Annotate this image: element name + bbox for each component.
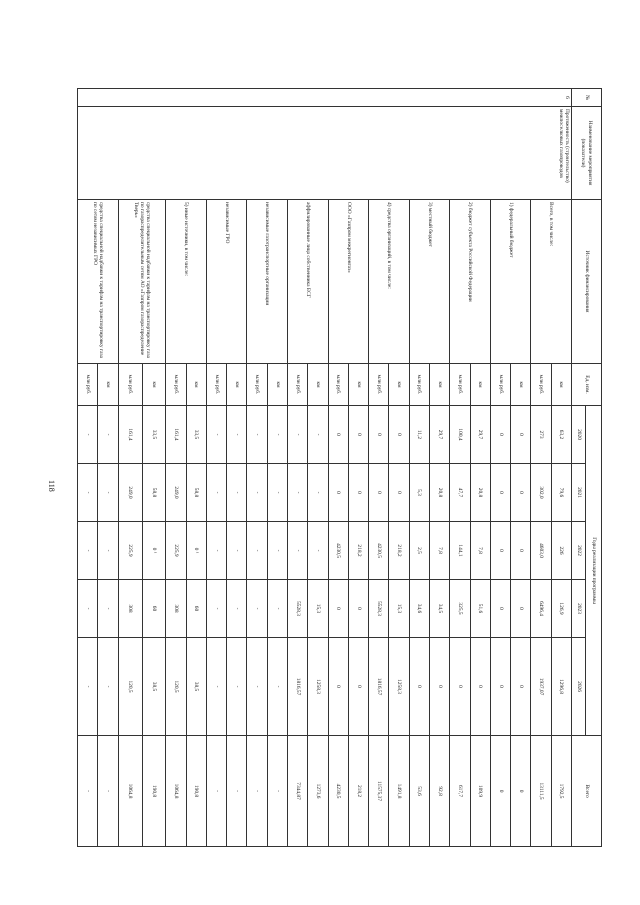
value-cell: 20,8 bbox=[470, 464, 490, 522]
value-cell: - bbox=[288, 406, 308, 464]
value-cell: 58,8 bbox=[142, 464, 166, 522]
value-cell: 325,5 bbox=[450, 580, 470, 638]
unit-cell: млн руб. bbox=[490, 364, 510, 406]
total-cell: 13111,5 bbox=[531, 736, 551, 847]
value-cell: 126,9 bbox=[551, 580, 571, 638]
value-cell: 226 bbox=[551, 522, 571, 580]
value-cell: 58,8 bbox=[186, 464, 206, 522]
value-cell: - bbox=[308, 464, 328, 522]
value-cell: 0 bbox=[348, 638, 368, 736]
table-row bbox=[267, 89, 287, 847]
unit-cell: млн руб. bbox=[166, 364, 186, 406]
value-cell: 60 bbox=[142, 580, 166, 638]
header-year: 2022 bbox=[572, 522, 586, 580]
value-cell: 29,7 bbox=[430, 406, 450, 464]
value-cell: 6496,4 bbox=[531, 580, 551, 638]
unit-cell: млн руб. bbox=[118, 364, 142, 406]
value-cell: - bbox=[267, 522, 287, 580]
value-cell: 0 bbox=[450, 638, 470, 736]
unit-cell: км bbox=[98, 364, 118, 406]
total-cell: 11575,37 bbox=[369, 736, 389, 847]
value-cell: - bbox=[267, 638, 287, 736]
rotated-table-container bbox=[77, 88, 602, 846]
value-cell: - bbox=[206, 522, 226, 580]
page-number: 118 bbox=[47, 480, 56, 492]
table-row bbox=[470, 89, 490, 847]
value-cell: 4603,0 bbox=[531, 522, 551, 580]
value-cell: 0 bbox=[511, 638, 531, 736]
value-cell: 0 bbox=[409, 638, 429, 736]
value-cell: 38,5 bbox=[186, 638, 206, 736]
header-year: 2026 bbox=[572, 638, 586, 736]
funding-source: 1) федеральный бюджет bbox=[490, 200, 531, 364]
header-unit: Ед. изм. bbox=[572, 364, 602, 406]
value-cell: - bbox=[288, 522, 308, 580]
value-cell: 20,8 bbox=[430, 464, 450, 522]
value-cell: 5,3 bbox=[409, 464, 429, 522]
value-cell: - bbox=[78, 522, 98, 580]
total-cell: 190,8 bbox=[142, 736, 166, 847]
value-cell: - bbox=[98, 464, 118, 522]
table-row bbox=[511, 89, 531, 847]
value-cell: - bbox=[247, 580, 267, 638]
value-cell: - bbox=[308, 406, 328, 464]
value-cell: 0 bbox=[511, 406, 531, 464]
value-cell: 0 bbox=[490, 638, 510, 736]
total-cell: 53,6 bbox=[409, 736, 429, 847]
funding-source: 2) бюджет субъекта Российской Федерации bbox=[450, 200, 491, 364]
funding-source: аффилированные лица собственника ЕСГ bbox=[288, 200, 329, 364]
value-cell: 4230,5 bbox=[369, 522, 389, 580]
value-cell: 51,6 bbox=[470, 580, 490, 638]
funding-source: независимые ГРО bbox=[206, 200, 247, 364]
value-cell: 0 bbox=[389, 464, 409, 522]
value-cell: - bbox=[288, 464, 308, 522]
table-row bbox=[186, 89, 206, 847]
value-cell: 0 bbox=[490, 580, 510, 638]
value-cell: 1816,57 bbox=[288, 638, 308, 736]
unit-cell: км bbox=[511, 364, 531, 406]
unit-cell: км bbox=[227, 364, 247, 406]
header-years-group: Годы реализации программы bbox=[586, 406, 602, 736]
unit-cell: млн руб. bbox=[78, 364, 98, 406]
value-cell: 0 bbox=[348, 464, 368, 522]
value-cell: 0 ¹ bbox=[186, 522, 206, 580]
value-cell: 1816,57 bbox=[369, 638, 389, 736]
total-cell: 7344,87 bbox=[288, 736, 308, 847]
value-cell: 4230,5 bbox=[328, 522, 348, 580]
value-cell: 7,8 bbox=[430, 522, 450, 580]
unit-cell: млн руб. bbox=[409, 364, 429, 406]
funding-source: ООО «Газпром межрегионгаз» bbox=[328, 200, 369, 364]
financing-table bbox=[77, 88, 602, 847]
value-cell: 1258,3 bbox=[308, 638, 328, 736]
value-cell: - bbox=[227, 406, 247, 464]
total-cell: - bbox=[206, 736, 226, 847]
unit-cell: млн руб. bbox=[206, 364, 226, 406]
unit-cell: км bbox=[389, 364, 409, 406]
value-cell: 0 bbox=[369, 406, 389, 464]
value-cell: 1258,3 bbox=[389, 638, 409, 736]
value-cell: - bbox=[98, 522, 118, 580]
header-num: № bbox=[572, 89, 602, 107]
value-cell: - bbox=[267, 406, 287, 464]
value-cell: - bbox=[247, 406, 267, 464]
value-cell: - bbox=[267, 580, 287, 638]
value-cell: 0 bbox=[348, 580, 368, 638]
activity-number: 6 bbox=[78, 89, 572, 107]
unit-cell: км bbox=[142, 364, 166, 406]
table-row bbox=[308, 89, 328, 847]
value-cell: 0 bbox=[511, 580, 531, 638]
value-cell: - bbox=[267, 464, 287, 522]
total-cell: - bbox=[78, 736, 98, 847]
value-cell: 120,5 bbox=[166, 638, 186, 736]
total-cell: 1064,8 bbox=[166, 736, 186, 847]
value-cell: 225,9 bbox=[118, 522, 142, 580]
header-year: 2023 bbox=[572, 580, 586, 638]
value-cell: 120,5 bbox=[118, 638, 142, 736]
value-cell: 0 bbox=[511, 464, 531, 522]
header-source: Источник финансирования bbox=[572, 200, 602, 364]
funding-source: независимые газотранспортные организации bbox=[247, 200, 288, 364]
value-cell: 47,7 bbox=[450, 464, 470, 522]
value-cell: 79,6 bbox=[551, 464, 571, 522]
value-cell: 11,2 bbox=[409, 406, 429, 464]
value-cell: 0 bbox=[328, 406, 348, 464]
total-cell: 4230,5 bbox=[328, 736, 348, 847]
value-cell: 33,5 bbox=[186, 406, 206, 464]
total-cell: - bbox=[227, 736, 247, 847]
total-cell: - bbox=[247, 736, 267, 847]
value-cell: - bbox=[206, 464, 226, 522]
total-cell: 1064,8 bbox=[118, 736, 142, 847]
total-cell: 92,8 bbox=[430, 736, 450, 847]
value-cell: - bbox=[227, 464, 247, 522]
unit-cell: км bbox=[348, 364, 368, 406]
value-cell: - bbox=[78, 406, 98, 464]
value-cell: 34,6 bbox=[409, 580, 429, 638]
value-cell: - bbox=[78, 638, 98, 736]
total-cell: 617,7 bbox=[450, 736, 470, 847]
funding-source: 3) местный бюджет bbox=[409, 200, 450, 364]
table-row bbox=[348, 89, 368, 847]
value-cell: 60 bbox=[186, 580, 206, 638]
table-row bbox=[389, 89, 409, 847]
unit-cell: км bbox=[267, 364, 287, 406]
value-cell: - bbox=[227, 522, 247, 580]
unit-cell: млн руб. bbox=[531, 364, 551, 406]
value-cell: - bbox=[227, 638, 247, 736]
value-cell: 302,0 bbox=[531, 464, 551, 522]
value-cell: 15,3 bbox=[308, 580, 328, 638]
value-cell: 161,4 bbox=[166, 406, 186, 464]
value-cell: 0 bbox=[430, 638, 450, 736]
total-cell: - bbox=[98, 736, 118, 847]
funding-source: Всего, в том числе: bbox=[531, 200, 572, 364]
header-total: Всего bbox=[572, 736, 602, 847]
unit-cell: млн руб. bbox=[247, 364, 267, 406]
value-cell: 0 bbox=[328, 580, 348, 638]
total-cell: 218,2 bbox=[348, 736, 368, 847]
value-cell: 308 bbox=[166, 580, 186, 638]
value-cell: 0 bbox=[348, 406, 368, 464]
value-cell: - bbox=[78, 464, 98, 522]
unit-cell: км bbox=[308, 364, 328, 406]
value-cell: - bbox=[227, 580, 247, 638]
value-cell: - bbox=[98, 580, 118, 638]
table-row bbox=[227, 89, 247, 847]
value-cell: 249,0 bbox=[118, 464, 142, 522]
unit-cell: млн руб. bbox=[369, 364, 389, 406]
value-cell: 249,0 bbox=[166, 464, 186, 522]
funding-source: средства специальной надбавки к тарифам на транспортировку газа по сетям независимых ГРО bbox=[78, 200, 119, 364]
table-row bbox=[430, 89, 450, 847]
value-cell: 0 bbox=[490, 464, 510, 522]
unit-cell: км bbox=[551, 364, 571, 406]
value-cell: 1937,07 bbox=[531, 638, 551, 736]
value-cell: 308 bbox=[118, 580, 142, 638]
total-cell: 190,8 bbox=[186, 736, 206, 847]
value-cell: 33,5 bbox=[142, 406, 166, 464]
value-cell: 0 bbox=[490, 406, 510, 464]
funding-source: средства специальной надбавки к тарифам на транспортировку газа по газораспределительным сетям АО «Газпром газораспределение Тверь» bbox=[118, 200, 166, 364]
funding-source: 4) средства организаций, в том числе: bbox=[369, 200, 410, 364]
value-cell: 225,9 bbox=[166, 522, 186, 580]
value-cell: 218,2 bbox=[389, 522, 409, 580]
value-cell: 273 bbox=[531, 406, 551, 464]
value-cell: 63,2 bbox=[551, 406, 571, 464]
unit-cell: км bbox=[430, 364, 450, 406]
unit-cell: млн руб. bbox=[450, 364, 470, 406]
total-cell: 1491,8 bbox=[389, 736, 409, 847]
total-cell: 1792,5 bbox=[551, 736, 571, 847]
value-cell: 144,1 bbox=[450, 522, 470, 580]
value-cell: - bbox=[247, 464, 267, 522]
total-cell: 0 bbox=[511, 736, 531, 847]
funding-source: 5) иные источники, в том числе: bbox=[166, 200, 207, 364]
value-cell: 34,5 bbox=[430, 580, 450, 638]
value-cell: 0 bbox=[369, 464, 389, 522]
activity-name: Протяженность (строительство) межпоселковых газопроводов bbox=[78, 107, 572, 200]
value-cell: 7,8 bbox=[470, 522, 490, 580]
value-cell: 1296,8 bbox=[551, 638, 571, 736]
value-cell: - bbox=[247, 522, 267, 580]
value-cell: - bbox=[98, 406, 118, 464]
total-cell: 109,9 bbox=[470, 736, 490, 847]
value-cell: 38,5 bbox=[142, 638, 166, 736]
value-cell: 0 bbox=[511, 522, 531, 580]
value-cell: 5528,3 bbox=[369, 580, 389, 638]
table-row bbox=[551, 89, 571, 847]
header-activity-name: Наименование мероприятия (показатели) bbox=[572, 107, 602, 200]
value-cell: - bbox=[308, 522, 328, 580]
value-cell: 0 bbox=[389, 406, 409, 464]
value-cell: - bbox=[206, 580, 226, 638]
table-row bbox=[142, 89, 166, 847]
total-cell: 1273,6 bbox=[308, 736, 328, 847]
value-cell: 218,2 bbox=[348, 522, 368, 580]
value-cell: 29,7 bbox=[470, 406, 490, 464]
value-cell: 2,5 bbox=[409, 522, 429, 580]
table-header bbox=[572, 89, 602, 847]
value-cell: 0 bbox=[328, 638, 348, 736]
value-cell: - bbox=[206, 406, 226, 464]
table-body bbox=[78, 89, 572, 847]
value-cell: 161,4 bbox=[118, 406, 142, 464]
value-cell: 100,4 bbox=[450, 406, 470, 464]
unit-cell: км bbox=[470, 364, 490, 406]
header-year: 2021 bbox=[572, 464, 586, 522]
unit-cell: млн руб. bbox=[288, 364, 308, 406]
value-cell: - bbox=[247, 638, 267, 736]
value-cell: 0 bbox=[490, 522, 510, 580]
value-cell: 5528,3 bbox=[288, 580, 308, 638]
value-cell: 15,3 bbox=[389, 580, 409, 638]
value-cell: 0 bbox=[328, 464, 348, 522]
unit-cell: млн руб. bbox=[328, 364, 348, 406]
table-row bbox=[98, 89, 118, 847]
value-cell: - bbox=[206, 638, 226, 736]
value-cell: - bbox=[78, 580, 98, 638]
total-cell: 0 bbox=[490, 736, 510, 847]
value-cell: 0 ¹ bbox=[142, 522, 166, 580]
total-cell: - bbox=[267, 736, 287, 847]
value-cell: - bbox=[98, 638, 118, 736]
unit-cell: км bbox=[186, 364, 206, 406]
header-year: 2020 bbox=[572, 406, 586, 464]
value-cell: 0 bbox=[470, 638, 490, 736]
